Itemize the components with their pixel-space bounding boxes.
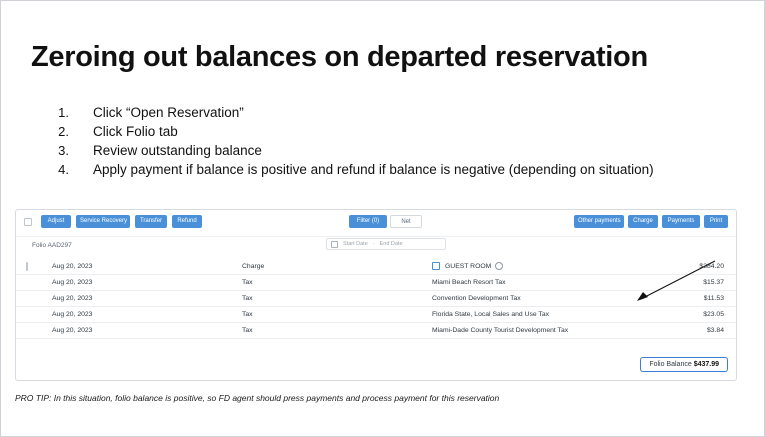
row-type: Charge: [242, 258, 432, 275]
net-toggle-button[interactable]: Net: [390, 215, 422, 228]
row-type: Tax: [242, 323, 432, 339]
row-date: Aug 20, 2023: [52, 291, 242, 307]
table-row[interactable]: [16, 275, 736, 291]
step-number: 4.: [58, 162, 69, 177]
step-text: Review outstanding balance: [93, 143, 262, 158]
step-text: Click “Open Reservation”: [93, 105, 244, 120]
row-description: Miami-Dade County Tourist Development Tax: [432, 323, 634, 339]
row-checkbox-cell[interactable]: [16, 258, 52, 275]
page-title: Zeroing out balances on departed reservation: [31, 41, 648, 73]
folio-toolbar: [16, 210, 736, 237]
row-date: Aug 20, 2023: [52, 323, 242, 339]
transfer-button[interactable]: Transfer: [135, 215, 167, 228]
table-row[interactable]: [16, 323, 736, 339]
adjust-button[interactable]: Adjust: [41, 215, 71, 228]
service-recovery-button[interactable]: Service Recovery: [76, 215, 130, 228]
step-text: Click Folio tab: [93, 124, 178, 139]
row-date: Aug 20, 2023: [52, 258, 242, 275]
row-type: Tax: [242, 291, 432, 307]
row-amount: $384.20: [634, 258, 736, 275]
row-checkbox-cell: [16, 307, 52, 323]
folio-balance-badge: [640, 357, 728, 372]
charge-button[interactable]: Charge: [628, 215, 658, 228]
row-checkbox-cell: [16, 323, 52, 339]
date-separator: -: [372, 241, 375, 247]
info-icon[interactable]: [495, 262, 503, 270]
payments-button[interactable]: Payments: [662, 215, 700, 228]
select-all-checkbox[interactable]: [24, 218, 32, 226]
list-item: [35, 143, 735, 158]
table-row[interactable]: [16, 291, 736, 307]
list-item: [35, 162, 735, 177]
folio-screenshot-panel: [15, 209, 737, 381]
annotation-arrow: [637, 259, 717, 301]
pro-tip-text: PRO TIP: In this situation, folio balance is positive, so FD agent should press payments and process payment for this reservation: [15, 393, 500, 403]
row-checkbox[interactable]: [26, 262, 28, 271]
list-item: [35, 124, 735, 139]
folio-balance-value: $437.99: [693, 361, 719, 368]
table-row[interactable]: [16, 258, 736, 275]
print-button[interactable]: Print: [704, 215, 728, 228]
folio-table: [16, 258, 736, 339]
step-number: 1.: [58, 105, 69, 120]
row-type: Tax: [242, 275, 432, 291]
row-description-text: GUEST ROOM: [445, 262, 492, 270]
start-date-input[interactable]: Start Date: [343, 241, 368, 247]
row-checkbox-cell: [16, 291, 52, 307]
row-amount: $15.37: [634, 275, 736, 291]
row-amount: $3.84: [634, 323, 736, 339]
list-item: [35, 105, 735, 120]
row-description: Florida State, Local Sales and Use Tax: [432, 307, 634, 323]
folio-id-label: Folio AAD297: [32, 242, 72, 249]
refund-button[interactable]: Refund: [172, 215, 202, 228]
row-date: Aug 20, 2023: [52, 275, 242, 291]
step-number: 3.: [58, 143, 69, 158]
row-amount: $23.05: [634, 307, 736, 323]
table-row[interactable]: [16, 307, 736, 323]
row-description: Miami Beach Resort Tax: [432, 275, 634, 291]
end-date-input[interactable]: End Date: [379, 241, 403, 247]
row-description: [432, 258, 634, 275]
row-checkbox-cell: [16, 275, 52, 291]
row-amount: $11.53: [634, 291, 736, 307]
folio-balance-label: Folio Balance: [649, 361, 692, 368]
date-range-filter[interactable]: [326, 238, 446, 250]
calendar-icon: [331, 241, 338, 248]
row-type: Tax: [242, 307, 432, 323]
steps-list: [35, 105, 735, 181]
step-number: 2.: [58, 124, 69, 139]
open-external-icon[interactable]: [432, 262, 440, 270]
step-text: Apply payment if balance is positive and refund if balance is negative (depending on situation): [93, 162, 654, 177]
filter-button[interactable]: Filter (0): [349, 215, 387, 228]
row-description: Convention Development Tax: [432, 291, 634, 307]
row-date: Aug 20, 2023: [52, 307, 242, 323]
other-payments-button[interactable]: Other payments: [574, 215, 624, 228]
